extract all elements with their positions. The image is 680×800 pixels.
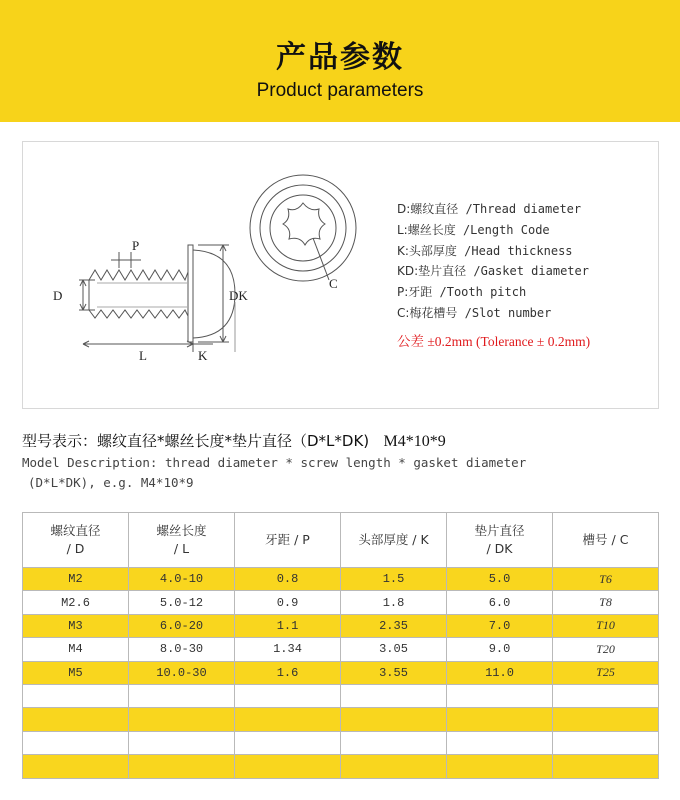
table-cell: 9.0 xyxy=(447,638,553,661)
table-cell: T20 xyxy=(553,638,659,661)
table-cell xyxy=(341,684,447,707)
thread-profile-top xyxy=(89,270,188,280)
table-cell xyxy=(447,731,553,754)
table-cell: M2 xyxy=(23,568,129,591)
table-cell: M3 xyxy=(23,614,129,637)
col-header: 牙距 / P xyxy=(235,513,341,568)
table-row xyxy=(23,638,659,661)
table-row xyxy=(23,731,659,754)
table-cell: 2.35 xyxy=(341,614,447,637)
legend-row: D:螺纹直径 /Thread diameter xyxy=(397,202,582,216)
table-cell xyxy=(23,755,129,778)
table-cell: 10.0-30 xyxy=(129,661,235,684)
table-row xyxy=(23,755,659,778)
tolerance-note: 公差 ±0.2mm (Tolerance ± 0.2mm) xyxy=(397,333,591,349)
table-row xyxy=(23,684,659,707)
table-cell: M2.6 xyxy=(23,591,129,614)
dim-label-dk: DK xyxy=(229,288,248,303)
table-cell xyxy=(23,731,129,754)
table-row xyxy=(23,591,659,614)
table-cell: 1.8 xyxy=(341,591,447,614)
table-cell: T8 xyxy=(553,591,659,614)
table-cell: 3.05 xyxy=(341,638,447,661)
head-outer-circle xyxy=(250,175,356,281)
table-cell xyxy=(341,731,447,754)
table-cell: 6.0-20 xyxy=(129,614,235,637)
screw-diagram-panel xyxy=(22,141,659,409)
table-row xyxy=(23,708,659,731)
table-cell: 1.6 xyxy=(235,661,341,684)
table-cell xyxy=(235,731,341,754)
table-cell: 5.0 xyxy=(447,568,553,591)
table-cell xyxy=(447,708,553,731)
gasket-flange xyxy=(188,245,193,342)
table-cell xyxy=(235,755,341,778)
table-cell: T10 xyxy=(553,614,659,637)
table-row xyxy=(23,614,659,637)
table-cell: 7.0 xyxy=(447,614,553,637)
table-header-row xyxy=(23,513,659,568)
legend-row: P:牙距 /Tooth pitch xyxy=(397,285,527,300)
table-cell: 1.1 xyxy=(235,614,341,637)
table-cell: 4.0-10 xyxy=(129,568,235,591)
thread-profile-bottom xyxy=(89,310,188,318)
parameter-table xyxy=(22,512,659,779)
table-cell xyxy=(447,684,553,707)
table-cell: 1.5 xyxy=(341,568,447,591)
col-header: 螺纹直径 / D xyxy=(23,513,129,568)
col-header: 螺丝长度 / L xyxy=(129,513,235,568)
table-cell: T25 xyxy=(553,661,659,684)
table-cell xyxy=(129,755,235,778)
table-cell xyxy=(553,684,659,707)
table-cell: 0.8 xyxy=(235,568,341,591)
table-cell xyxy=(447,755,553,778)
table-cell: M4 xyxy=(23,638,129,661)
legend-row: K:头部厚度 /Head thickness xyxy=(397,243,573,258)
header-banner xyxy=(0,0,680,122)
table-cell: 1.34 xyxy=(235,638,341,661)
table-row xyxy=(23,661,659,684)
dim-label-p: P xyxy=(132,238,140,253)
legend-row: L:螺丝长度 /Length Code xyxy=(397,222,550,237)
table-cell: 5.0-12 xyxy=(129,591,235,614)
table-cell xyxy=(129,684,235,707)
table-cell xyxy=(23,684,129,707)
torx-slot xyxy=(283,203,325,245)
legend-row: C:梅花槽号 /Slot number xyxy=(397,305,552,320)
table-cell xyxy=(129,731,235,754)
page-title: 产品参数 xyxy=(276,40,404,75)
table-cell xyxy=(341,708,447,731)
col-header: 槽号 / C xyxy=(553,513,659,568)
dim-label-c: C xyxy=(329,276,338,291)
page-subtitle: Product parameters xyxy=(256,80,424,101)
table-cell xyxy=(553,755,659,778)
table-cell xyxy=(553,731,659,754)
dim-label-d: D xyxy=(53,288,63,303)
model-format-title: 型号表示：螺纹直径*螺丝长度*垫片直径（D*L*DK) M4*10*9 xyxy=(22,432,446,450)
table-cell xyxy=(23,708,129,731)
table-cell: M5 xyxy=(23,661,129,684)
table-cell: 3.55 xyxy=(341,661,447,684)
table-cell: 11.0 xyxy=(447,661,553,684)
dim-label-l: L xyxy=(139,348,147,363)
table-cell: 6.0 xyxy=(447,591,553,614)
col-header: 头部厚度 / K xyxy=(341,513,447,568)
legend-row: KD:垫片直径 /Gasket diameter xyxy=(397,264,589,279)
dim-label-k: K xyxy=(198,348,208,363)
table-cell xyxy=(235,708,341,731)
table-cell xyxy=(341,755,447,778)
table-cell: 0.9 xyxy=(235,591,341,614)
table-cell xyxy=(129,708,235,731)
col-header: 垫片直径 / DK xyxy=(447,513,553,568)
table-cell: 8.0-30 xyxy=(129,638,235,661)
model-description: Model Description: thread diameter * screw length * gasket diameter (D*L*DK), e.g. M4*10*9 xyxy=(22,455,527,490)
dimension-legend xyxy=(397,199,590,350)
table-row xyxy=(23,568,659,591)
table-cell xyxy=(235,684,341,707)
table-cell xyxy=(553,708,659,731)
table-cell: T6 xyxy=(553,568,659,591)
